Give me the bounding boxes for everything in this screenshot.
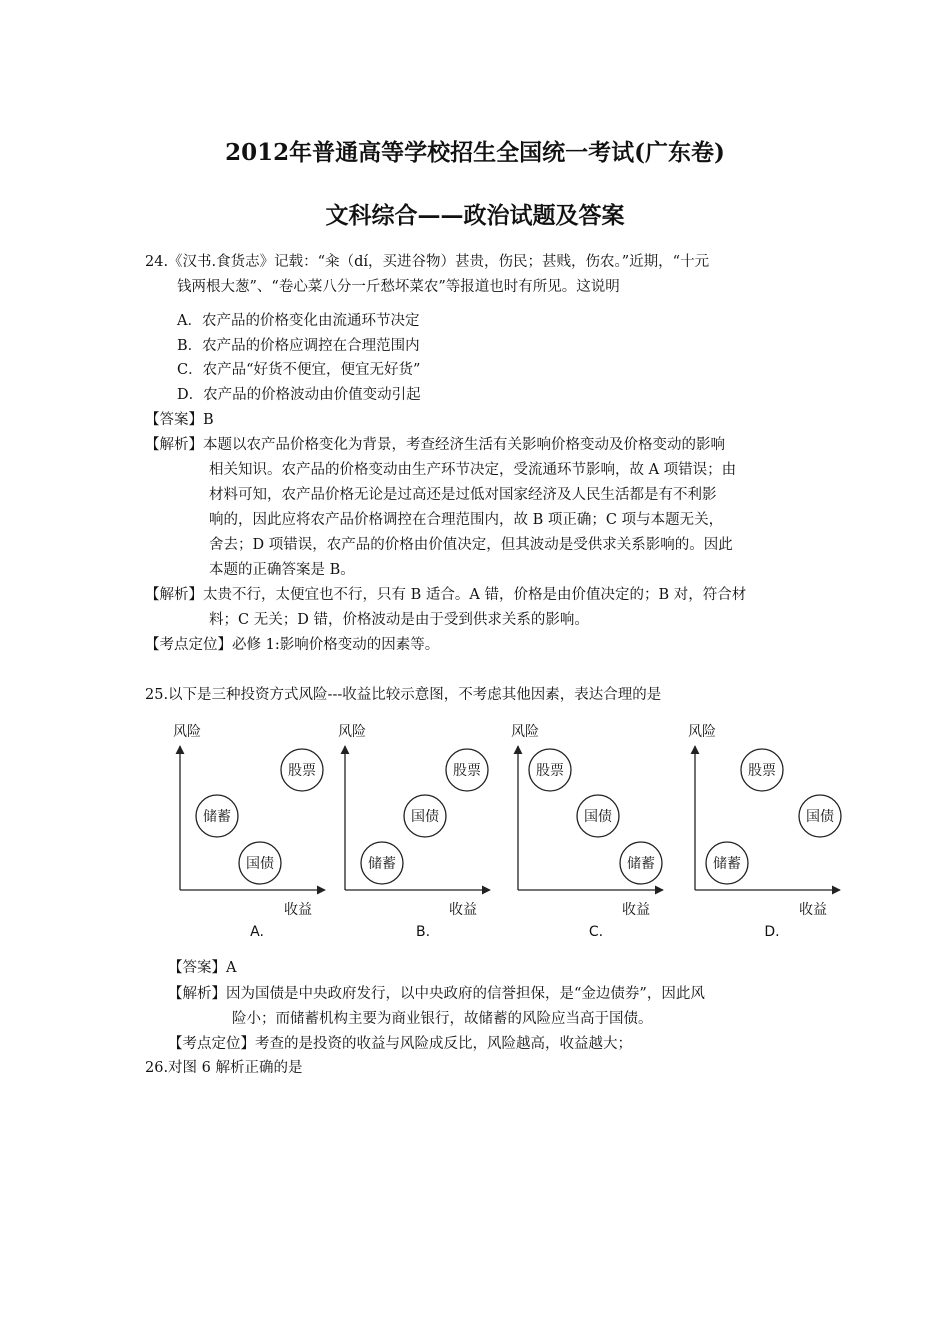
q24-option-b: B．农产品的价格应调控在合理范围内	[177, 338, 420, 354]
q24-stem-line2: 钱两根大葱”、“卷心菜八分一斤愁坏菜农”等报道也时有所见。这说明	[177, 279, 620, 295]
doc-title: 2012年普通高等学校招生全国统一考试(广东卷)	[225, 139, 725, 166]
bubble-stock	[741, 749, 783, 791]
q25-analysis-line: 险小；而储蓄机构主要为商业银行，故储蓄的风险应当高于国债。	[232, 1011, 653, 1027]
q25-analysis-line: 【解析】因为国债是中央政府发行，以中央政府的信誉担保，是“金边债券”，因此风	[168, 986, 705, 1002]
q25-diagrams	[165, 718, 845, 948]
svg-text:国债: 国债	[246, 856, 274, 872]
q25-answer: 【答案】A	[168, 960, 237, 976]
bubble-savings	[361, 842, 403, 884]
chart-label-c: C.	[588, 924, 604, 940]
bubble-stock	[529, 749, 571, 791]
chart-label-d: D.	[764, 924, 780, 940]
y-axis-label: 风险	[338, 724, 366, 740]
q24-option-a: A．农产品的价格变化由流通环节决定	[177, 313, 420, 329]
y-axis-label: 风险	[688, 724, 716, 740]
q24-stem-line1: 24.《汉书.食货志》记载：“籴（dí，买进谷物）甚贵，伤民；甚贱，伤农。”近期，“十元	[145, 254, 710, 270]
q24-analysis1-line: 舍去；D 项错误，农产品的价格由价值决定，但其波动是受供求关系影响的。因此	[209, 537, 733, 553]
svg-text:股票: 股票	[288, 763, 316, 779]
q24-option-c: C．农产品“好货不便宜，便宜无好货”	[177, 362, 421, 378]
svg-text:储蓄: 储蓄	[368, 856, 396, 872]
doc-subtitle: 文科综合——政治试题及答案	[325, 202, 625, 229]
q24-knowledge-point: 【考点定位】必修 1:影响价格变动的因素等。	[145, 637, 440, 653]
bubble-bond	[577, 795, 619, 837]
bubble-savings	[620, 842, 662, 884]
y-axis-label: 风险	[173, 724, 201, 740]
svg-text:储蓄: 储蓄	[713, 856, 741, 872]
svg-text:国债: 国债	[411, 809, 439, 825]
bubble-stock	[446, 749, 488, 791]
q25-knowledge-point: 【考点定位】考查的是投资的收益与风险成反比，风险越高，收益越大；	[168, 1036, 632, 1052]
svg-text:股票: 股票	[453, 763, 481, 779]
q24-analysis2-line: 【解析】太贵不行，太便宜也不行，只有 B 适合。A 错，价格是由价值决定的；B 对，符合材	[145, 587, 747, 603]
svg-text:国债: 国债	[584, 809, 612, 825]
x-axis-label: 收益	[622, 902, 650, 918]
chart-label-b: B.	[415, 924, 431, 940]
y-axis-label: 风险	[511, 724, 539, 740]
svg-text:股票: 股票	[536, 763, 564, 779]
svg-text:股票: 股票	[748, 763, 776, 779]
q24-analysis1-line: 响的，因此应将农产品价格调控在合理范围内，故 B 项正确；C 项与本题无关，	[209, 512, 724, 528]
q24-analysis1-line: 本题的正确答案是 B。	[209, 562, 355, 578]
x-axis-label: 收益	[799, 902, 827, 918]
svg-text:储蓄: 储蓄	[627, 856, 655, 872]
q24-answer: 【答案】B	[145, 412, 214, 428]
q26-stem: 26.对图 6 解析正确的是	[145, 1060, 303, 1076]
x-axis-label: 收益	[284, 902, 312, 918]
x-axis-label: 收益	[449, 902, 477, 918]
chart-b	[338, 724, 490, 940]
chart-c	[511, 724, 663, 940]
q24-option-d: D．农产品的价格波动由价值变动引起	[177, 387, 421, 403]
svg-text:国债: 国债	[806, 809, 834, 825]
chart-label-a: A.	[250, 924, 264, 940]
q24-analysis1-line: 相关知识。农产品的价格变动由生产环节决定，受流通环节影响，故 A 项错误；由	[209, 462, 737, 478]
bubble-bond	[239, 842, 281, 884]
q24-analysis1-line: 【解析】本题以农产品价格变化为背景，考查经济生活有关影响价格变动及价格变动的影响	[145, 437, 725, 453]
bubble-savings	[706, 842, 748, 884]
svg-text:储蓄: 储蓄	[203, 809, 231, 825]
chart-a	[173, 724, 325, 940]
bubble-stock	[281, 749, 323, 791]
q25-stem: 25.以下是三种投资方式风险---收益比较示意图，不考虑其他因素，表达合理的是	[145, 687, 662, 703]
q24-analysis2-line: 料；C 无关；D 错，价格波动是由于受到供求关系的影响。	[209, 612, 589, 628]
q24-analysis1-line: 材料可知，农产品价格无论是过高还是过低对国家经济及人民生活都是有不利影	[209, 487, 717, 503]
bubble-bond	[799, 795, 841, 837]
bubble-savings	[196, 795, 238, 837]
bubble-bond	[404, 795, 446, 837]
chart-d	[688, 724, 841, 940]
